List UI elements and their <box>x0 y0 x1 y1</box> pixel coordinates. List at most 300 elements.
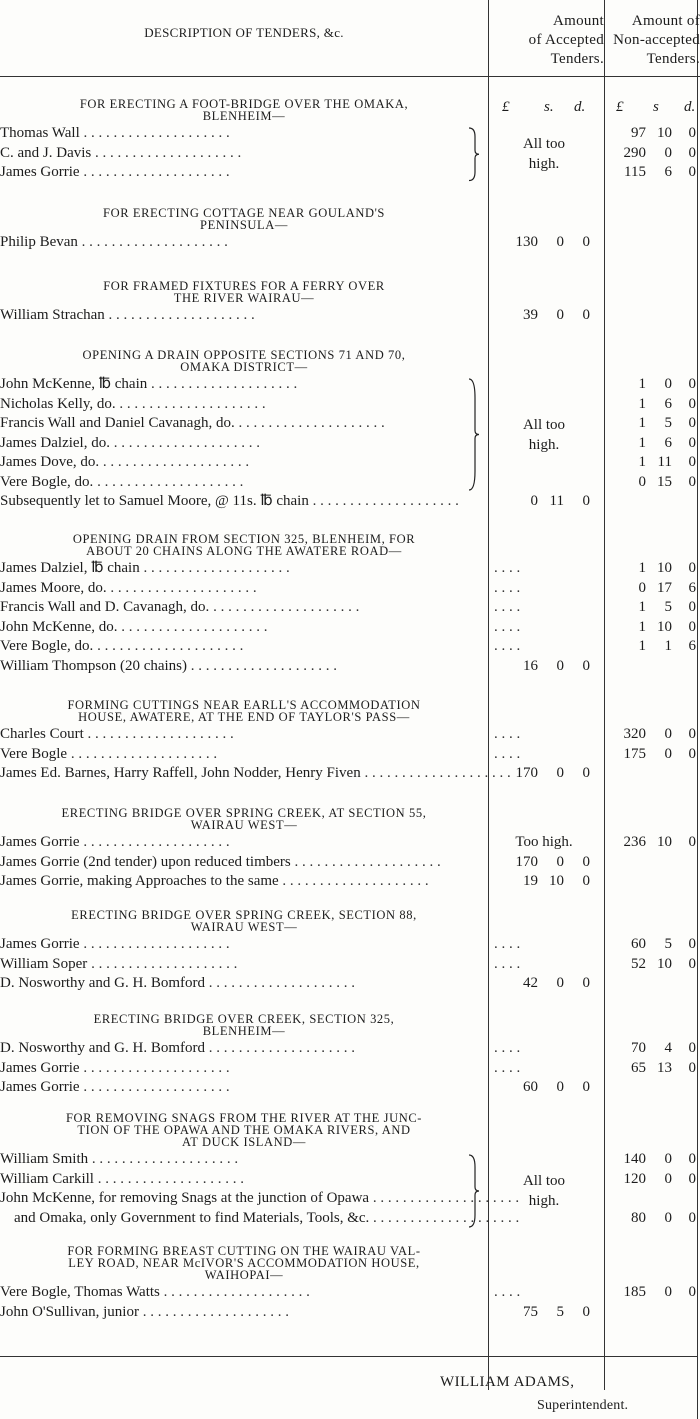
tenderer-name <box>0 637 470 656</box>
non-accepted-amount-shillings: 4 <box>664 1040 672 1056</box>
accepted-amount <box>490 1078 590 1097</box>
non-accepted-amount-pence: 0 <box>688 395 696 412</box>
tenderer-name-text: Nicholas Kelly, do. <box>0 395 116 412</box>
tender-row <box>0 1303 700 1323</box>
all-too-high-line: high. <box>528 156 560 173</box>
non-accepted-amount-pounds: 1 <box>638 454 646 470</box>
non-accepted-amount-shillings: 0 <box>664 376 672 392</box>
accepted-amount-pounds: 75 <box>523 1303 538 1320</box>
tenderer-name-text: James Dalziel, do. <box>0 434 110 451</box>
all-too-high-note <box>496 415 592 455</box>
accepted-leader-dots: . . . . <box>494 936 521 952</box>
non-accepted-amount <box>606 163 696 182</box>
tenderer-name <box>0 598 470 617</box>
accepted-amount-shillings: 5 <box>556 1303 564 1320</box>
tender-row <box>0 598 700 618</box>
leader-dots: . . . . . . . . . . . . . . . . . . . . <box>79 1059 230 1076</box>
leader-dots: . . . . . . . . . . . . . . . . . . . . <box>79 936 230 952</box>
tenderer-name-text: Francis Wall and D. Cavanagh, do. <box>0 599 210 615</box>
section-title-line: AT DUCK ISLAND— <box>181 1135 307 1149</box>
non-accepted-amount <box>606 833 696 852</box>
non-accepted-amount <box>606 725 696 744</box>
non-accepted-amount-pence: 0 <box>688 936 696 952</box>
accepted-amount-pence: 0 <box>582 1079 590 1095</box>
tender-row <box>0 492 700 512</box>
section-title-line: OPENING DRAIN FROM SECTION 325, BLENHEIM, FOR <box>72 532 416 546</box>
non-accepted-amount-pence: 0 <box>688 1040 696 1056</box>
non-accepted-amount-pounds: 236 <box>623 834 646 850</box>
leader-dots: . . . . . . . . . . . . . . . . . . . . <box>99 454 250 470</box>
tenderer-name-text: James Gorrie (2nd tender) upon reduced timbers <box>0 853 291 870</box>
tenderer-name <box>0 395 470 414</box>
all-too-high-line: All too <box>522 416 566 433</box>
non-accepted-amount-pounds: 185 <box>623 1284 646 1300</box>
tenderer-name <box>0 559 470 578</box>
tender-section <box>0 98 700 183</box>
tenderer-name-text: James Gorrie <box>0 1079 80 1095</box>
leader-dots: . . . . . . . . . . . . . . . . . . . . <box>79 164 230 180</box>
section-title-line: FOR ERECTING COTTAGE NEAR GOULAND'S <box>103 206 385 220</box>
tenderer-name-text: D. Nosworthy and G. H. Bomford <box>0 975 205 991</box>
accepted-amount-pounds: 170 <box>515 765 538 781</box>
tender-row <box>0 306 700 326</box>
tenderer-name <box>0 1059 470 1078</box>
tenderer-name-text: Vere Bogle, do. <box>0 473 94 490</box>
tender-row <box>0 1209 700 1229</box>
non-accepted-amount-pence: 0 <box>688 618 696 635</box>
non-accepted-amount-pounds: 0 <box>638 579 646 596</box>
leader-dots: . . . . . . . . . . . . . . . . . . . . <box>138 1303 289 1320</box>
section-title-line: BLENHEIM— <box>202 1024 286 1038</box>
non-accepted-amount <box>606 414 696 433</box>
leader-dots: . . . . . . . . . . . . . . . . . . . . <box>109 434 260 451</box>
non-accepted-amount-pounds: 1 <box>638 395 646 412</box>
non-accepted-amount-shillings: 6 <box>664 434 672 451</box>
non-accepted-amount-shillings: 10 <box>657 834 672 850</box>
tenderer-name-text: James Gorrie <box>0 1059 80 1076</box>
accepted-amount <box>490 233 590 252</box>
leader-dots: . . . . . . . . . . . . . . . . . . . . <box>79 1079 230 1095</box>
section-title <box>0 807 488 832</box>
non-accepted-amount-shillings: 0 <box>664 144 672 161</box>
accepted-leader-dots: . . . . <box>494 599 521 615</box>
section-title-line: THE RIVER WAIRAU— <box>173 291 315 305</box>
non-accepted-amount <box>606 955 696 974</box>
non-accepted-amount <box>606 434 696 453</box>
accepted-amount-pence: 0 <box>582 853 590 870</box>
accepted-amount-shillings: 0 <box>556 234 564 250</box>
section-title-line: WAIRAU WEST— <box>190 818 298 832</box>
tenderer-name <box>0 872 470 891</box>
leader-dots: . . . . . . . . . . . . . . . . . . . . <box>159 1284 310 1300</box>
tenderer-name-text: John McKenne, ℔ chain <box>0 376 148 392</box>
tenderer-name <box>0 473 470 492</box>
accepted-amount-pence: 0 <box>582 307 590 323</box>
section-rows <box>0 833 700 892</box>
non-accepted-amount-pounds: 80 <box>631 1209 646 1226</box>
shilling-sign: s. <box>544 99 554 115</box>
all-too-high-note <box>496 1171 592 1211</box>
non-accepted-amount-pence: 0 <box>688 473 696 490</box>
tenderer-name-text: Vere Bogle, do. <box>0 638 94 654</box>
tenderer-name <box>0 163 470 182</box>
tenderer-name <box>0 414 470 433</box>
brace-icon <box>466 127 480 182</box>
non-accepted-amount-pounds: 140 <box>623 1151 646 1167</box>
section-title-line: ERECTING BRIDGE OVER CREEK, SECTION 325, <box>93 1012 395 1026</box>
section-title-line: OPENING A DRAIN OPPOSITE SECTIONS 71 AND 70, <box>82 348 406 362</box>
non-accepted-amount-pounds: 1 <box>638 434 646 451</box>
non-accepted-amount <box>606 395 696 414</box>
leader-dots: . . . . . . . . . . . . . . . . . . . . <box>83 726 234 742</box>
non-accepted-amount-shillings: 0 <box>664 726 672 742</box>
non-accepted-amount-pence: 0 <box>688 415 696 431</box>
tender-row <box>0 559 700 579</box>
tenderer-name-text: Francis Wall and Daniel Cavanagh, do. <box>0 415 235 431</box>
tender-section <box>0 807 700 892</box>
tender-row <box>0 764 700 784</box>
footer-rule <box>0 1356 697 1357</box>
accepted-amount-pence: 0 <box>582 975 590 991</box>
accepted-amount <box>490 492 590 511</box>
non-accepted-amount-pence: 0 <box>688 726 696 742</box>
tender-row <box>0 395 700 415</box>
pound-sign: £ <box>616 99 624 115</box>
non-accepted-amount-shillings: 0 <box>664 1284 672 1300</box>
tenderer-name-text: James Gorrie <box>0 164 80 180</box>
non-accepted-amount-shillings: 0 <box>664 1170 672 1187</box>
non-accepted-amount-pence: 0 <box>688 1209 696 1226</box>
non-accepted-amount-pounds: 175 <box>623 745 646 762</box>
accepted-leader-dots: . . . . <box>494 726 521 742</box>
accepted-leader-dots: . . . . <box>494 1284 521 1300</box>
leader-dots: . . . . . . . . . . . . . . . . . . . . <box>204 975 355 991</box>
tender-section <box>0 1112 700 1228</box>
section-rows <box>0 725 700 784</box>
non-accepted-amount-shillings: 10 <box>657 955 672 972</box>
tender-section <box>0 699 700 784</box>
tenderer-name-text: James Gorrie <box>0 936 80 952</box>
tenderer-name-text: James Dalziel, ℔ chain <box>0 560 140 576</box>
non-accepted-amount-pounds: 120 <box>623 1170 646 1187</box>
all-too-high-line: All too <box>522 1173 566 1189</box>
section-title-line: ABOUT 20 CHAINS ALONG THE AWATERE ROAD— <box>86 544 402 558</box>
tenderer-name-text: and Omaka, only Government to find Materials, Tools, &c. <box>14 1209 370 1226</box>
tenderer-name <box>0 1170 470 1189</box>
section-rows <box>0 1150 700 1228</box>
tenderer-name <box>0 492 470 511</box>
accepted-leader-dots: . . . . <box>494 955 521 972</box>
tenderer-name <box>0 1150 470 1169</box>
tenderer-name <box>0 375 470 394</box>
non-accepted-amount-pence: 0 <box>688 560 696 576</box>
non-accepted-header <box>605 12 700 69</box>
non-accepted-amount <box>606 579 696 598</box>
tenderer-name-text: C. and J. Davis <box>0 144 92 161</box>
tender-row <box>0 375 700 395</box>
tender-row <box>0 1078 700 1098</box>
non-accepted-amount <box>606 637 696 656</box>
non-accepted-amount-pounds: 320 <box>623 726 646 742</box>
pence-sign: d. <box>684 99 696 115</box>
leader-dots: . . . . . . . . . . . . . . . . . . . . <box>369 1209 520 1226</box>
non-accepted-amount-shillings: 11 <box>657 454 672 470</box>
leader-dots: . . . . . . . . . . . . . . . . . . . . <box>104 307 255 323</box>
section-title-line: FOR ERECTING A FOOT-BRIDGE OVER THE OMAKA, <box>79 97 409 111</box>
leader-dots: . . . . . . . . . . . . . . . . . . . . <box>204 1040 355 1056</box>
tenderer-name-text: John McKenne, do. <box>0 618 118 635</box>
accepted-leader-dots: . . . . <box>494 1040 521 1056</box>
non-accepted-amount <box>606 124 696 143</box>
non-accepted-amount-shillings: 10 <box>657 618 672 635</box>
section-title-line: WAIHOPAI— <box>204 1268 284 1282</box>
accepted-amount-pounds: 0 <box>530 493 538 509</box>
tenderer-name <box>0 579 470 598</box>
tender-row <box>0 124 700 144</box>
tenderer-name-text: James Gorrie, making Approaches to the same <box>0 873 279 889</box>
non-accepted-amount-pounds: 1 <box>638 415 646 431</box>
section-rows <box>0 306 700 326</box>
leader-dots: . . . . . . . . . . . . . . . . . . . . <box>106 579 257 596</box>
shilling-sign: s <box>653 99 659 115</box>
tenderer-name <box>0 853 470 872</box>
all-too-high-line: high. <box>528 436 560 453</box>
non-accepted-amount-pounds: 1 <box>638 560 646 576</box>
tenderer-name <box>0 1189 520 1208</box>
non-accepted-amount-pounds: 1 <box>638 376 646 392</box>
leader-dots: . . . . . . . . . . . . . . . . . . . . <box>147 376 298 392</box>
tenderer-name-text: Charles Court <box>0 726 84 742</box>
tender-row <box>0 1283 700 1303</box>
tenderer-name <box>0 955 470 974</box>
non-accepted-amount <box>606 375 696 394</box>
non-accepted-amount-pence: 0 <box>688 376 696 392</box>
tenderer-name-text: William Thompson (20 chains) <box>0 657 188 674</box>
tender-row <box>0 955 700 975</box>
tender-row <box>0 144 700 164</box>
section-title <box>0 1245 488 1282</box>
non-accepted-amount-pence: 6 <box>688 638 696 654</box>
non-accepted-amount-pence: 0 <box>688 144 696 161</box>
section-rows <box>0 375 700 512</box>
non-accepted-amount-shillings: 0 <box>664 1209 672 1226</box>
accepted-amount-pounds: 39 <box>523 307 538 323</box>
section-title-line: FOR FRAMED FIXTURES FOR A FERRY OVER <box>103 279 385 293</box>
accepted-amount-pounds: 16 <box>523 657 538 674</box>
section-rows <box>0 1283 700 1322</box>
accepted-amount-pounds: 60 <box>523 1079 538 1095</box>
leader-dots: . . . . . . . . . . . . . . . . . . . . <box>87 955 238 972</box>
leader-dots: . . . . . . . . . . . . . . . . . . . . <box>115 395 266 412</box>
accepted-amount-shillings: 0 <box>556 1079 564 1095</box>
leader-dots: . . . . . . . . . . . . . . . . . . . . <box>88 1151 239 1167</box>
accepted-amount-pounds: 130 <box>515 234 538 250</box>
section-title-line: TION OF THE OPAWA AND THE OMAKA RIVERS, AND <box>77 1123 411 1137</box>
accepted-amount-shillings: 0 <box>556 975 564 991</box>
leader-dots: . . . . . . . . . . . . . . . . . . . . <box>187 657 338 674</box>
tender-section <box>0 207 700 253</box>
section-title <box>0 280 488 305</box>
accepted-amount-pence: 0 <box>582 234 590 250</box>
non-accepted-amount-shillings: 0 <box>664 745 672 762</box>
tender-row <box>0 853 700 873</box>
non-accepted-amount-pence: 0 <box>688 955 696 972</box>
non-accepted-amount-pence: 0 <box>688 125 696 141</box>
brace-icon <box>466 378 480 491</box>
section-title <box>0 1013 488 1038</box>
tender-row <box>0 453 700 473</box>
accepted-leader-dots: . . . . <box>494 579 521 596</box>
section-title <box>0 98 488 123</box>
accepted-amount-pounds: 19 <box>523 873 538 889</box>
tender-row <box>0 833 700 853</box>
non-accepted-amount <box>606 1059 696 1078</box>
non-accepted-amount <box>606 1170 696 1189</box>
tender-row <box>0 1059 700 1079</box>
tenderer-name-text: Philip Bevan <box>0 234 78 250</box>
tender-section <box>0 1245 700 1322</box>
tender-section <box>0 349 700 512</box>
tenderer-name-text: William Carkill <box>0 1170 94 1187</box>
leader-dots: . . . . . . . . . . . . . . . . . . . . <box>360 765 511 781</box>
section-title <box>0 533 488 558</box>
tender-section <box>0 1013 700 1098</box>
accepted-amount-pence: 0 <box>582 1303 590 1320</box>
tender-row <box>0 1170 700 1190</box>
tender-row <box>0 1039 700 1059</box>
tender-row <box>0 745 700 765</box>
accepted-amount-shillings: 10 <box>549 873 564 889</box>
non-accepted-amount <box>606 473 696 492</box>
section-rows <box>0 124 700 183</box>
leader-dots: . . . . . . . . . . . . . . . . . . . . <box>93 1170 244 1187</box>
header-rule <box>0 76 700 77</box>
leader-dots: . . . . . . . . . . . . . . . . . . . . <box>91 144 242 161</box>
accepted-amount <box>490 1303 590 1322</box>
tenderer-name <box>0 745 470 764</box>
tender-row <box>0 657 700 677</box>
leader-dots: . . . . . . . . . . . . . . . . . . . . <box>117 618 268 635</box>
section-title-line: FORMING CUTTINGS NEAR EARLL'S ACCOMMODATION <box>67 698 421 712</box>
tenderer-name <box>0 935 470 954</box>
tenderer-name <box>0 1303 470 1322</box>
non-accepted-amount-pence: 0 <box>688 434 696 451</box>
accepted-leader-dots: . . . . <box>494 745 521 762</box>
accepted-amount <box>490 306 590 325</box>
accepted-amount-shillings: 0 <box>556 853 564 870</box>
tenderer-name <box>0 453 470 472</box>
non-accepted-amount-pence: 0 <box>688 599 696 615</box>
accepted-amount-pounds: 170 <box>515 853 538 870</box>
section-title-line: ERECTING BRIDGE OVER SPRING CREEK, AT SECTION 55, <box>61 806 427 820</box>
pence-sign: d. <box>574 99 586 115</box>
non-accepted-amount-pence: 0 <box>688 745 696 762</box>
tenderer-name <box>0 1209 520 1228</box>
tenderer-name <box>0 764 511 783</box>
tenderer-name-text: John McKenne, for removing Snags at the junction of Opawa <box>0 1190 370 1206</box>
non-accepted-amount-pence: 0 <box>688 1151 696 1167</box>
tenderer-name <box>0 833 470 852</box>
tenderer-name <box>0 1039 470 1058</box>
non-accepted-amount-pounds: 0 <box>638 473 646 490</box>
accepted-amount-shillings: 0 <box>556 765 564 781</box>
accepted-leader-dots: . . . . <box>494 1059 521 1076</box>
tenderer-name <box>0 306 470 325</box>
section-title <box>0 349 488 374</box>
accepted-amount-pounds: 42 <box>523 975 538 991</box>
non-accepted-amount-pounds: 1 <box>638 638 646 654</box>
tender-row <box>0 935 700 955</box>
section-title <box>0 699 488 724</box>
non-accepted-amount-shillings: 13 <box>657 1059 672 1076</box>
leader-dots: . . . . . . . . . . . . . . . . . . . . <box>93 473 244 490</box>
section-title <box>0 207 488 232</box>
section-title-line: FOR REMOVING SNAGS FROM THE RIVER AT THE JUNC- <box>65 1111 423 1125</box>
accepted-amount-shillings: 0 <box>556 657 564 674</box>
non-accepted-amount-shillings: 6 <box>664 395 672 412</box>
accepted-amount <box>490 872 590 891</box>
non-accepted-header-line: Tenders. <box>646 51 700 67</box>
leader-dots: . . . . . . . . . . . . . . . . . . . . <box>79 125 230 141</box>
leader-dots: . . . . . . . . . . . . . . . . . . . . <box>278 873 429 889</box>
tender-row <box>0 1150 700 1170</box>
non-accepted-amount <box>606 1283 696 1302</box>
non-accepted-amount-shillings: 5 <box>664 599 672 615</box>
tender-row <box>0 1189 700 1209</box>
leader-dots: . . . . . . . . . . . . . . . . . . . . <box>139 560 290 576</box>
non-accepted-amount-shillings: 0 <box>664 1151 672 1167</box>
tender-section <box>0 280 700 326</box>
accepted-amount-shillings: 0 <box>556 307 564 323</box>
section-title-line: ERECTING BRIDGE OVER SPRING CREEK, SECTION 88, <box>71 908 417 922</box>
non-accepted-amount-pounds: 70 <box>631 1040 646 1056</box>
non-accepted-amount-pence: 0 <box>688 834 696 850</box>
tenderer-name-text: James Ed. Barnes, Harry Raffell, John Nodder, Henry Fiven <box>0 765 361 781</box>
accepted-amount <box>490 974 590 993</box>
non-accepted-amount-pence: 0 <box>688 1059 696 1076</box>
tender-row <box>0 434 700 454</box>
non-accepted-amount-pounds: 115 <box>624 164 646 180</box>
accepted-leader-dots: . . . . <box>494 618 521 635</box>
non-accepted-amount-shillings: 5 <box>664 415 672 431</box>
tender-row <box>0 872 700 892</box>
accepted-amount <box>490 657 590 676</box>
tenderer-name <box>0 657 470 676</box>
leader-dots: . . . . . . . . . . . . . . . . . . . . <box>79 834 230 850</box>
tenderer-name <box>0 1283 470 1302</box>
section-title-line: HOUSE, AWATERE, AT THE END OF TAYLOR'S PASS— <box>78 710 410 724</box>
non-accepted-amount <box>606 453 696 472</box>
tenderer-name-text: William Smith <box>0 1151 89 1167</box>
section-title-line: FOR FORMING BREAST CUTTING ON THE WAIRAU VAL- <box>67 1244 421 1258</box>
non-accepted-amount <box>606 935 696 954</box>
non-accepted-amount-shillings: 1 <box>664 638 672 654</box>
section-title-line: PENINSULA— <box>200 218 288 232</box>
all-too-high-note <box>496 134 592 174</box>
accepted-header <box>489 12 604 69</box>
section-title <box>0 909 488 934</box>
section-rows <box>0 935 700 994</box>
accepted-amount <box>490 764 590 783</box>
leader-dots: . . . . . . . . . . . . . . . . . . . . <box>209 599 360 615</box>
non-accepted-amount-shillings: 15 <box>657 473 672 490</box>
tenderer-name <box>0 434 470 453</box>
leader-dots: . . . . . . . . . . . . . . . . . . . . <box>67 745 218 762</box>
accepted-amount-shillings: 11 <box>549 493 564 509</box>
signature-title: Superintendent. <box>537 1398 629 1413</box>
brace-icon <box>466 1154 480 1228</box>
all-too-high-line: All too <box>522 136 566 153</box>
